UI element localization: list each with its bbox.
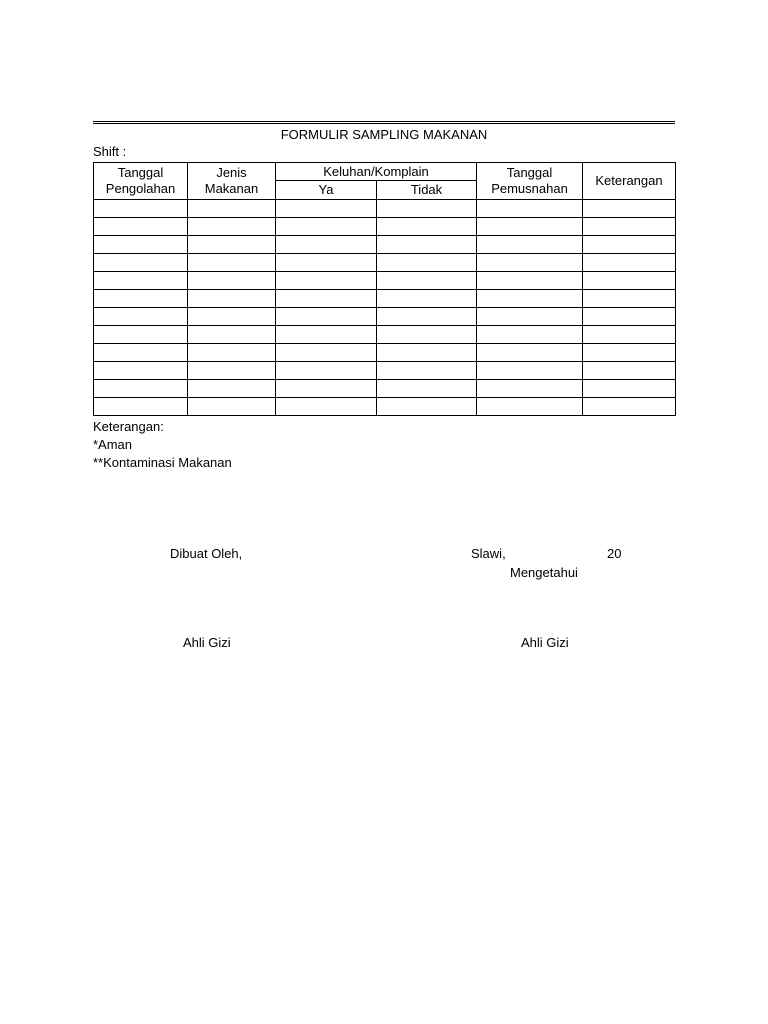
table-cell [377,362,477,380]
table-cell [583,218,676,236]
table-row [94,326,676,344]
table-row [94,380,676,398]
table-cell [188,380,276,398]
table-cell [477,272,583,290]
table-cell [276,398,377,416]
table-cell [94,272,188,290]
table-cell [188,272,276,290]
table-cell [377,200,477,218]
table-cell [377,290,477,308]
table-cell [583,254,676,272]
table-cell [583,344,676,362]
table-cell [477,200,583,218]
table-cell [94,200,188,218]
table-cell [188,254,276,272]
slawi-label: Slawi, [471,546,506,561]
table-cell [583,380,676,398]
table-cell [377,380,477,398]
table-cell [188,362,276,380]
table-cell [377,326,477,344]
table-cell [276,200,377,218]
table-body [94,200,676,416]
header-tidak: Tidak [377,181,477,200]
table-cell [276,380,377,398]
table-cell [377,236,477,254]
table-row [94,200,676,218]
shift-label: Shift : [93,144,127,159]
table-row [94,344,676,362]
table-cell [94,254,188,272]
table-cell [377,344,477,362]
table-cell [477,362,583,380]
table-cell [477,254,583,272]
table-cell [188,326,276,344]
table-cell [94,236,188,254]
table-cell [188,308,276,326]
table-cell [94,326,188,344]
table-cell [188,218,276,236]
header-ya: Ya [276,181,377,200]
table-cell [477,218,583,236]
table-cell [188,236,276,254]
table-cell [276,290,377,308]
header-tanggal-pengolahan: Tanggal Pengolahan [94,163,188,200]
header-double-rule [93,121,675,124]
table-row [94,254,676,272]
right-signatory-role: Ahli Gizi [521,635,569,650]
table-cell [188,398,276,416]
form-title: FORMULIR SAMPLING MAKANAN [280,127,488,142]
left-signatory-role: Ahli Gizi [183,635,231,650]
header-keterangan: Keterangan [583,163,676,200]
table-cell [477,398,583,416]
table-cell [276,326,377,344]
table-cell [276,236,377,254]
table-cell [477,236,583,254]
table-cell [94,344,188,362]
table-cell [276,344,377,362]
notes-item-aman: *Aman [93,437,133,452]
table-cell [276,218,377,236]
year-label: 20 [607,546,622,561]
header-keluhan-komplain: Keluhan/Komplain [276,163,477,181]
table-cell [583,290,676,308]
table-cell [94,218,188,236]
table-cell [188,344,276,362]
table-cell [477,380,583,398]
header-tanggal-pemusnahan: Tanggal Pemusnahan [477,163,583,200]
table-cell [583,236,676,254]
notes-section [93,418,232,472]
table-cell [94,362,188,380]
table-cell [276,254,377,272]
table-cell [94,290,188,308]
table-cell [188,290,276,308]
table-row [94,308,676,326]
table-cell [377,218,477,236]
table-cell [94,398,188,416]
table-row [94,398,676,416]
table-cell [583,200,676,218]
table-cell [583,362,676,380]
table-cell [477,326,583,344]
table-cell [583,308,676,326]
header-jenis-makanan: Jenis Makanan [188,163,276,200]
table-cell [477,344,583,362]
table-cell [583,398,676,416]
table-cell [477,308,583,326]
table-cell [377,308,477,326]
notes-heading: Keterangan: [93,419,164,434]
sampling-table [93,162,676,416]
table-row [94,236,676,254]
notes-item-kontaminasi: **Kontaminasi Makanan [93,455,232,470]
table-cell [377,398,477,416]
dibuat-oleh-label: Dibuat Oleh, [170,546,243,561]
table-row [94,218,676,236]
table-row [94,272,676,290]
table-cell [583,272,676,290]
table-cell [583,326,676,344]
table-cell [188,200,276,218]
table-row [94,290,676,308]
table-cell [377,272,477,290]
table-cell [94,380,188,398]
table-cell [377,254,477,272]
table-cell [94,308,188,326]
mengetahui-label: Mengetahui [510,565,578,580]
table-cell [276,272,377,290]
table-cell [276,362,377,380]
table-cell [276,308,377,326]
table-row [94,362,676,380]
table-cell [477,290,583,308]
